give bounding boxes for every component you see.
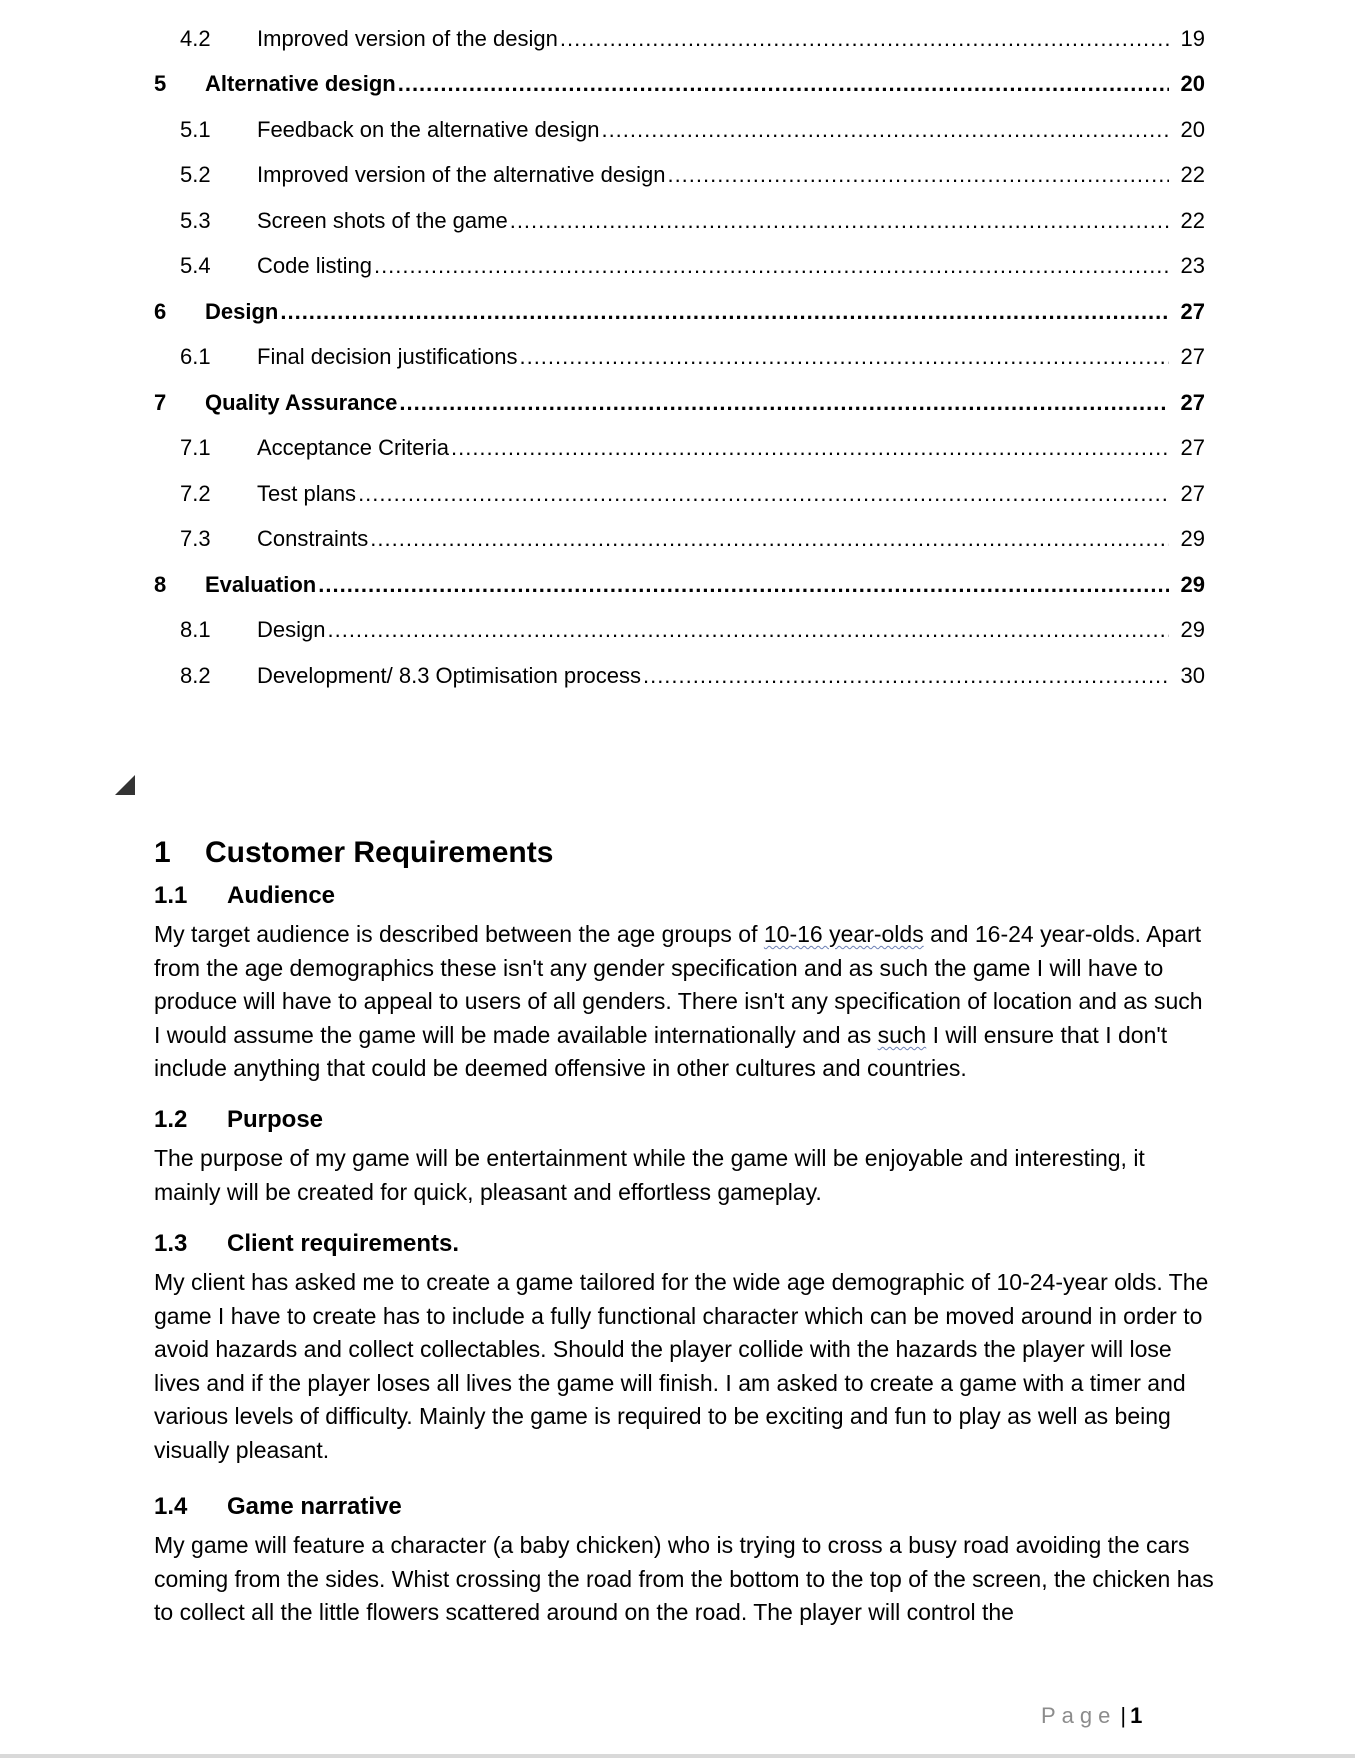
paragraph-game-narrative: My game will feature a character (a baby chicken) who is trying to cross a busy road avoiding the cars coming from the sides. Whist crossing the road from the bottom to the top of the screen, the chicken has to collect all the little flowers scattered around on the road. The player will control the (154, 1532, 1214, 1626)
toc-entry-page: 29 (1177, 572, 1205, 598)
toc-dot-leader (280, 299, 1169, 325)
toc-entry-number: 8 (154, 571, 167, 597)
toc-entry[interactable] (0, 471, 1355, 517)
toc-entry-number: 8.1 (180, 617, 211, 643)
collapse-triangle-icon[interactable] (115, 775, 135, 795)
toc-entry-title[interactable]: Design (257, 617, 326, 643)
toc-dot-leader (318, 572, 1169, 598)
toc-dot-leader (643, 663, 1169, 689)
toc-entry-title-leader (257, 208, 1205, 234)
toc-entry-title-leader (257, 663, 1205, 689)
toc-entry-title[interactable]: Improved version of the design (257, 25, 558, 51)
toc-entry[interactable] (0, 517, 1355, 563)
toc-entry-page: 23 (1177, 253, 1205, 279)
toc-entry-number: 7 (154, 389, 167, 415)
toc-entry-title[interactable]: Improved version of the alternative design (257, 162, 666, 188)
toc-entry-title-leader (257, 253, 1205, 279)
toc-entry-number: 5.1 (180, 116, 211, 142)
toc-dot-leader (398, 71, 1169, 97)
toc-entry-title-leader (257, 481, 1205, 507)
toc-dot-leader (374, 253, 1169, 279)
toc-entry-page: 22 (1177, 162, 1205, 188)
toc-entry-title[interactable]: Screen shots of the game (257, 207, 508, 233)
toc-entry-number: 6 (154, 298, 167, 324)
toc-dot-leader (399, 390, 1169, 416)
toc-dot-leader (519, 344, 1169, 370)
toc-entry-number: 7.1 (180, 435, 211, 461)
page-number-footer (1041, 1703, 1142, 1729)
toc-entry-page: 20 (1177, 71, 1205, 97)
toc-entry-page: 27 (1177, 481, 1205, 507)
page-bottom-edge (0, 1754, 1355, 1758)
toc-entry[interactable] (0, 244, 1355, 290)
heading-purpose: 1.2 Purpose (154, 1106, 324, 1133)
toc-entry-number: 5.3 (180, 207, 211, 233)
toc-entry-page: 29 (1177, 617, 1205, 643)
toc-entry-number: 6.1 (180, 344, 211, 370)
toc-entry[interactable] (0, 653, 1355, 699)
toc-entry-page: 27 (1177, 299, 1205, 325)
toc-entry-title[interactable]: Acceptance Criteria (257, 435, 449, 461)
section-heading-customer-requirements: 1 Customer Requirements (154, 836, 554, 869)
toc-dot-leader (370, 526, 1169, 552)
toc-entry-title-leader (205, 71, 1205, 97)
toc-entry-title[interactable]: Design (205, 298, 279, 324)
toc-entry[interactable] (0, 562, 1355, 608)
toc-dot-leader (667, 162, 1169, 188)
toc-entry-title[interactable]: Constraints (257, 526, 369, 552)
toc-dot-leader (560, 26, 1169, 52)
toc-entry-page: 29 (1177, 526, 1205, 552)
toc-entry-title-leader (205, 572, 1205, 598)
toc-entry[interactable] (0, 107, 1355, 153)
toc-entry-page: 27 (1177, 344, 1205, 370)
toc-entry-title[interactable]: Feedback on the alternative design (257, 116, 600, 142)
toc-entry-title-leader (257, 344, 1205, 370)
toc-entry-title-leader (205, 390, 1205, 416)
toc-entry-title-leader (257, 617, 1205, 643)
toc-entry-title-leader (257, 117, 1205, 143)
toc-entry-title[interactable]: Final decision justifications (257, 344, 518, 370)
toc-entry[interactable] (0, 335, 1355, 381)
toc-entry-page: 22 (1177, 208, 1205, 234)
table-of-contents (0, 16, 1355, 699)
toc-dot-leader (510, 208, 1169, 234)
spellcheck-underline[interactable]: such (877, 1021, 927, 1048)
toc-entry-title[interactable]: Code listing (257, 253, 372, 279)
toc-entry-title-leader (257, 162, 1205, 188)
toc-entry[interactable] (0, 289, 1355, 335)
toc-entry-title[interactable]: Test plans (257, 480, 357, 506)
toc-entry-page: 27 (1177, 435, 1205, 461)
toc-entry-page: 20 (1177, 117, 1205, 143)
toc-entry-title-leader (205, 299, 1205, 325)
toc-entry-page: 19 (1177, 26, 1205, 52)
toc-entry-title[interactable]: Alternative design (205, 71, 396, 97)
toc-dot-leader (358, 481, 1169, 507)
toc-entry[interactable] (0, 62, 1355, 108)
toc-entry[interactable] (0, 153, 1355, 199)
toc-entry-number: 5.2 (180, 162, 211, 188)
toc-entry[interactable] (0, 16, 1355, 62)
toc-entry-number: 7.2 (180, 480, 211, 506)
toc-entry-number: 5.4 (180, 253, 211, 279)
footer-page-number: 1 (1130, 1703, 1143, 1728)
heading-audience: 1.1 Audience (154, 882, 336, 909)
toc-dot-leader (601, 117, 1169, 143)
heading-game-narrative: 1.4 Game narrative (154, 1493, 402, 1520)
spellcheck-underline[interactable]: 10-16 year-olds (763, 921, 924, 947)
toc-entry-page: 30 (1177, 663, 1205, 689)
paragraph-purpose: The purpose of my game will be entertainment while the game will be enjoyable and interesting, it mainly will be created for quick, pleasant and effortless gameplay. (154, 1145, 1145, 1205)
toc-entry-title[interactable]: Development/ 8.3 Optimisation process (257, 662, 641, 688)
toc-dot-leader (327, 617, 1169, 643)
footer-separator: | (1120, 1703, 1127, 1728)
toc-entry-title-leader (257, 435, 1205, 461)
toc-entry-title-leader (257, 526, 1205, 552)
toc-entry-title[interactable]: Evaluation (205, 571, 317, 597)
toc-entry-page: 27 (1177, 390, 1205, 416)
footer-page-word: Page (1041, 1703, 1117, 1728)
paragraph-client-requirements: My client has asked me to create a game tailored for the wide age demographic of 10-24-year olds. The game I have to create has to include a fully functional character which can be moved around in order to avoid hazards and collect collectables. Should the player collide with the hazards the player will lose lives and if the player loses all lives the game will finish. I am asked to create a game with a timer and various levels of difficulty. Mainly the game is required to be exciting and fun to play as well as being visually pleasant. (154, 1269, 1209, 1463)
toc-entry[interactable] (0, 608, 1355, 654)
heading-client-requirements: 1.3 Client requirements. (154, 1230, 460, 1257)
toc-entry[interactable] (0, 380, 1355, 426)
toc-dot-leader (451, 435, 1169, 461)
toc-entry-number: 4.2 (180, 25, 211, 51)
toc-entry-number: 7.3 (180, 526, 211, 552)
toc-entry[interactable] (0, 426, 1355, 472)
paragraph-audience: My target audience is described between the age groups of 10-16 year-olds and 16-24 year-olds. Apart from the age demographics these isn't any gender specification and as such the game I will have to produce will have to appeal to users of all genders. There isn't any specification of location and as such I would assume the game will be made available internationally and as such I will ensure that I don't include anything that could be deemed offensive in other cultures and countries. (154, 921, 1203, 1082)
toc-entry-number: 5 (154, 71, 167, 97)
toc-entry-title-leader (257, 26, 1205, 52)
toc-entry[interactable] (0, 198, 1355, 244)
toc-entry-title[interactable]: Quality Assurance (205, 389, 398, 415)
toc-entry-number: 8.2 (180, 662, 211, 688)
